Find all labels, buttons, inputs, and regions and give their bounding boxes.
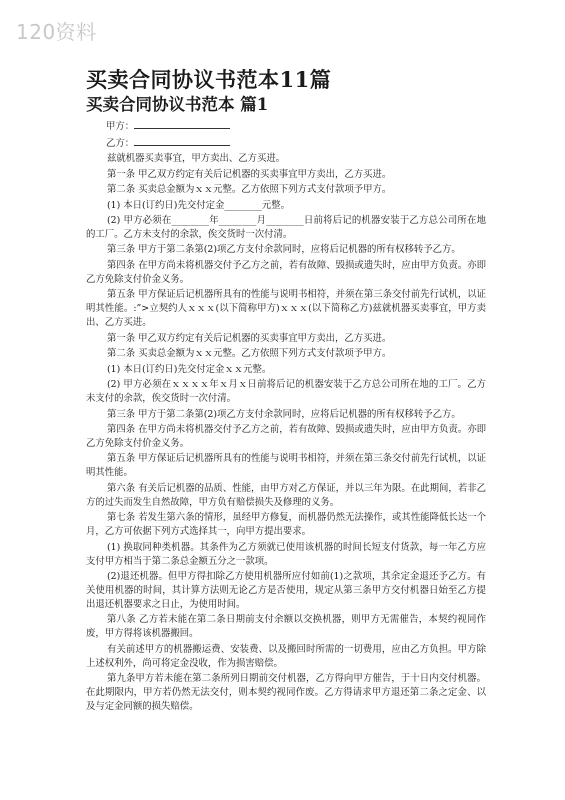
document-subtitle: 买卖合同协议书范本 篇1 xyxy=(86,95,269,114)
contract-paragraph: 第二条 买卖总金额为ｘｘ元整。乙方依照下列方式支付款项予甲方。 xyxy=(107,348,392,360)
contract-paragraph: 第四条 在甲方尚未将机器交付予乙方之前，若有故障、毁损或遗失时，应由甲方负责。亦即乙方免除支付价金义务。 xyxy=(86,424,486,449)
party-b-line xyxy=(106,136,486,151)
contract-paragraph: 第八条 乙方若未能在第二条日期前支付余额以交换机器，则甲方无需催告，本契约视同作废，甲方得将该机器搬回。 xyxy=(86,614,486,640)
watermark: 120资料 xyxy=(16,20,97,44)
party-b-blank xyxy=(134,136,230,146)
contract-paragraph: 有关前述甲方的机器搬运费、安装费、以及搬回时所需的一切费用，应由乙方负担。甲方除上述权利外，尚可将定金没收，作为损害赔偿。 xyxy=(86,643,486,669)
contract-paragraph: 第三条 甲方于第二条第(2)项乙方支付余款同时，应将后记机器的所有权移转予乙方。 xyxy=(107,408,461,420)
contract-paragraph: 第五条 甲方保证后记机器所具有的性能与说明书相符，并须在第三条交付前先行试机，以证明其性能。:”>立契约人ｘｘｘ(以下简称甲方)ｘｘｘ(以下简称乙方)兹就机器买卖事宜，甲方卖出、乙方买进。 xyxy=(86,289,486,329)
document-page xyxy=(86,66,486,716)
contract-paragraph: 第四条 在甲方尚未将机器交付予乙方之前，若有故障、毁损或遗失时，应由甲方负责。亦即乙方免除支付价金义务。 xyxy=(86,259,486,285)
contract-paragraph: (2)退还机器。但甲方得扣除乙方使用机器所应付如前(1)之款项，其余定金退还予乙方。有关使用机器的时间，其计算方法则无论乙方是否使用，规定从第三条甲方交付机器日始至乙方提出退还机器要求之日止，为使用时间。 xyxy=(86,571,486,610)
contract-paragraph: 第九条甲方若未能在第二条所列日期前交付机器，乙方得向甲方催告，于十日内交付机器。在此期限内，甲方若仍然无法交付，则本契约视同作废。乙方得请求甲方退还第二条之定金、以及与定金同额的损失赔偿。 xyxy=(86,673,486,712)
contract-paragraph: 第二条 买卖总金额为ｘｘ元整。乙方依照下列方式支付款项予甲方。 xyxy=(107,184,392,195)
contract-paragraph: 第一条 甲乙双方约定有关后记机器的买卖事宜甲方卖出，乙方买进。 xyxy=(107,332,392,344)
document-title: 买卖合同协议书范本11篇 xyxy=(86,67,332,92)
contract-paragraph: 第一条 甲乙双方约定有关后记机器的买卖事宜甲方卖出，乙方买进。 xyxy=(107,168,392,180)
contract-paragraph: (1) 换取同种类机器。其条件为乙方须就已使用该机器的时间长短支付货款，每一年乙方应支付甲方相当于第二条总金额五分之一款项。 xyxy=(86,541,486,567)
contract-paragraph: 第六条 有关后记机器的品质、性能，由甲方对乙方保证，并以三年为限。在此期间，若非乙方的过失而发生自然故障，甲方负有赔偿损失及修理的义务。 xyxy=(86,482,486,508)
contract-body xyxy=(86,152,486,714)
contract-paragraph: (1) 本日(订约日)先交付定金________元整。 xyxy=(107,199,290,211)
party-a-line xyxy=(106,119,486,134)
contract-paragraph: 第七条 若发生第六条的情形，虽经甲方修复，而机器仍然无法操作，或其性能降低长达一个月，乙方可依据下列方式选择其一，向甲方提出要求。 xyxy=(86,512,486,538)
party-a-label: 甲方： xyxy=(106,121,135,132)
contract-paragraph: (1) 本日(订约日)先交付定金ｘｘ元整。 xyxy=(107,363,272,375)
contract-paragraph: 第三条 甲方于第二条第(2)项乙方支付余款同时，应将后记机器的所有权移转予乙方。 xyxy=(107,244,461,256)
party-a-blank xyxy=(134,119,230,129)
party-b-label: 乙方： xyxy=(106,137,135,149)
contract-paragraph: (2) 甲方必须在ｘｘｘｘ年ｘ月ｘ日前将后记的机器安装于乙方总公司所在地的工厂。乙方未支付的余款，俟交货时一次付清。 xyxy=(86,379,486,405)
contract-paragraph: 兹就机器买卖事宜，甲方卖出、乙方买进。 xyxy=(107,153,286,164)
contract-paragraph: 第五条 甲方保证后记机器所具有的性能与说明书相符，并须在第三条交付前先行试机，以证明其性能。 xyxy=(86,453,486,479)
contract-paragraph: (2) 甲方必须在________年________月________日前将后记的机器安装于乙方总公司所在地的工厂。乙方未支付的余款，俟交货时一次付清。 xyxy=(86,215,486,240)
